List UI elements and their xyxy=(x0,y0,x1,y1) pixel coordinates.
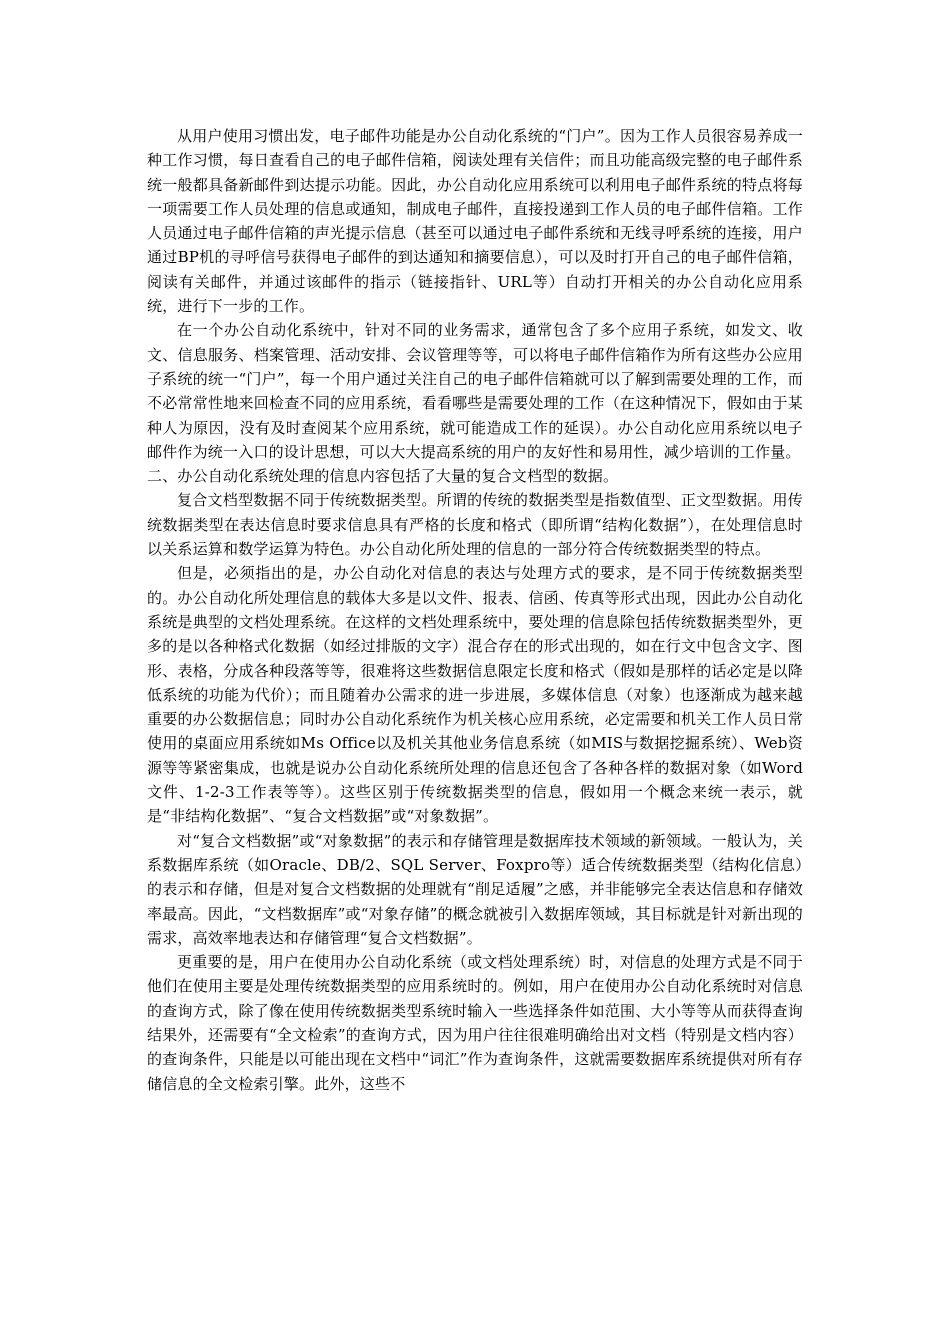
paragraph-unified-portal: 在一个办公自动化系统中，针对不同的业务需求，通常包含了多个应用子系统，如发文、收文、信息服务、档案管理、活动安排、会议管理等等，可以将电子邮件信箱作为所有这些办公应用子系统的统一“门户”，每一个用户通过关注自己的电子邮件信箱就可以了解到需要处理的工作，而不必常常性地来回检查不同的应用系统，看看哪些是需要处理的工作（在这种情况下，假如由于某种人为原因，没有及时查阅某个应用系统，就可能造成工作的延误）。办公自动化应用系统以电子邮件作为统一入口的设计思想，可以大大提高系统的用户的友好性和易用性，减少培训的工作量。 xyxy=(147,321,803,461)
paragraph-full-text-search: 更重要的是，用户在使用办公自动化系统（或文档处理系统）时，对信息的处理方式是不同于他们在使用主要是处理传统数据类型的应用系统时的。例如，用户在使用办公自动化系统时对信息的查询方式，除了像在使用传统数据类型系统时输入一些选择条件如范围、大小等等从而获得查询结果外，还需要有“全文检索”的查询方式，因为用户往往很难明确给出对文档（特别是文档内容）的查询条件，只能是以可能出现在文档中“词汇”作为查询条件，这就需要数据库系统提供对所有存储信息的全文检索引擎。此外，这些不 xyxy=(147,953,803,1093)
paragraph-traditional-data: 复合文档型数据不同于传统数据类型。所谓的传统的数据类型是指数值型、正文型数据。用传统数据类型在表达信息时要求信息具有严格的长度和格式（即所谓“结构化数据”），在处理信息时以关系运算和数学运算为特色。办公自动化所处理的信息的一部分符合传统数据类型的特点。 xyxy=(147,491,803,559)
document-body xyxy=(147,124,803,1096)
section-heading-compound-documents: 二、办公自动化系统处理的信息内容包括了大量的复合文档型的数据。 xyxy=(147,467,619,486)
paragraph-email-portal: 从用户使用习惯出发，电子邮件功能是办公自动化系统的“门户”。因为工作人员很容易养成一种工作习惯，每日查看自己的电子邮件信箱，阅读处理有关信件；而且功能高级完整的电子邮件系统一般都具备新邮件到达提示功能。因此，办公自动化应用系统可以利用电子邮件系统的特点将每一项需要工作人员处理的信息或通知，制成电子邮件，直接投递到工作人员的电子邮件信箱。工作人员通过电子邮件信箱的声光提示信息（甚至可以通过电子邮件系统和无线寻呼系统的连接，用户通过BP机的寻呼信号获得电子邮件的到达通知和摘要信息），可以及时打开自己的电子邮件信箱，阅读有关邮件，并通过该邮件的指示（链接指针、URL等）自动打开相关的办公自动化应用系统，进行下一步的工作。 xyxy=(147,127,803,316)
paragraph-document-processing: 但是，必须指出的是，办公自动化对信息的表达与处理方式的要求，是不同于传统数据类型的。办公自动化所处理信息的载体大多是以文件、报表、信函、传真等形式出现，因此办公自动化系统是典型的文档处理系统。在这样的文档处理系统中，要处理的信息除包括传统数据类型外，更多的是以各种格式化数据（如经过排版的文字）混合存在的形式出现的，如在行文中包含文字、图形、表格，分成各种段落等等，很难将这些数据信息限定长度和格式（假如是那样的话必定是以降低系统的功能为代价）；而且随着办公需求的进一步进展，多媒体信息（对象）也逐渐成为越来越重要的办公数据信息；同时办公自动化系统作为机关核心应用系统，必定需要和机关工作人员日常使用的桌面应用系统如Ms Office以及机关其他业务信息系统（如MIS与数据挖掘系统）、Web资源等等紧密集成，也就是说办公自动化系统所处理的信息还包含了各种各样的数据对象（如Word文件、1-2-3工作表等等）。这些区别于传统数据类型的信息，假如用一个概念来统一表示，就是“非结构化数据”、“复合文档数据”或“对象数据”。 xyxy=(147,564,803,826)
paragraph-document-database: 对“复合文档数据”或“对象数据”的表示和存储管理是数据库技术领域的新领域。一般认为，关系数据库系统（如Oracle、DB/2、SQL Server、Foxpro等）适合传统数据类型（结构化信息）的表示和存储，但是对复合文档数据的处理就有“削足适履”之感，并非能够完全表达信息和存储效率最高。因此，“文档数据库”或“对象存储”的概念就被引入数据库领域，其目标就是针对新出现的需求，高效率地表达和存储管理“复合文档数据”。 xyxy=(147,831,803,947)
